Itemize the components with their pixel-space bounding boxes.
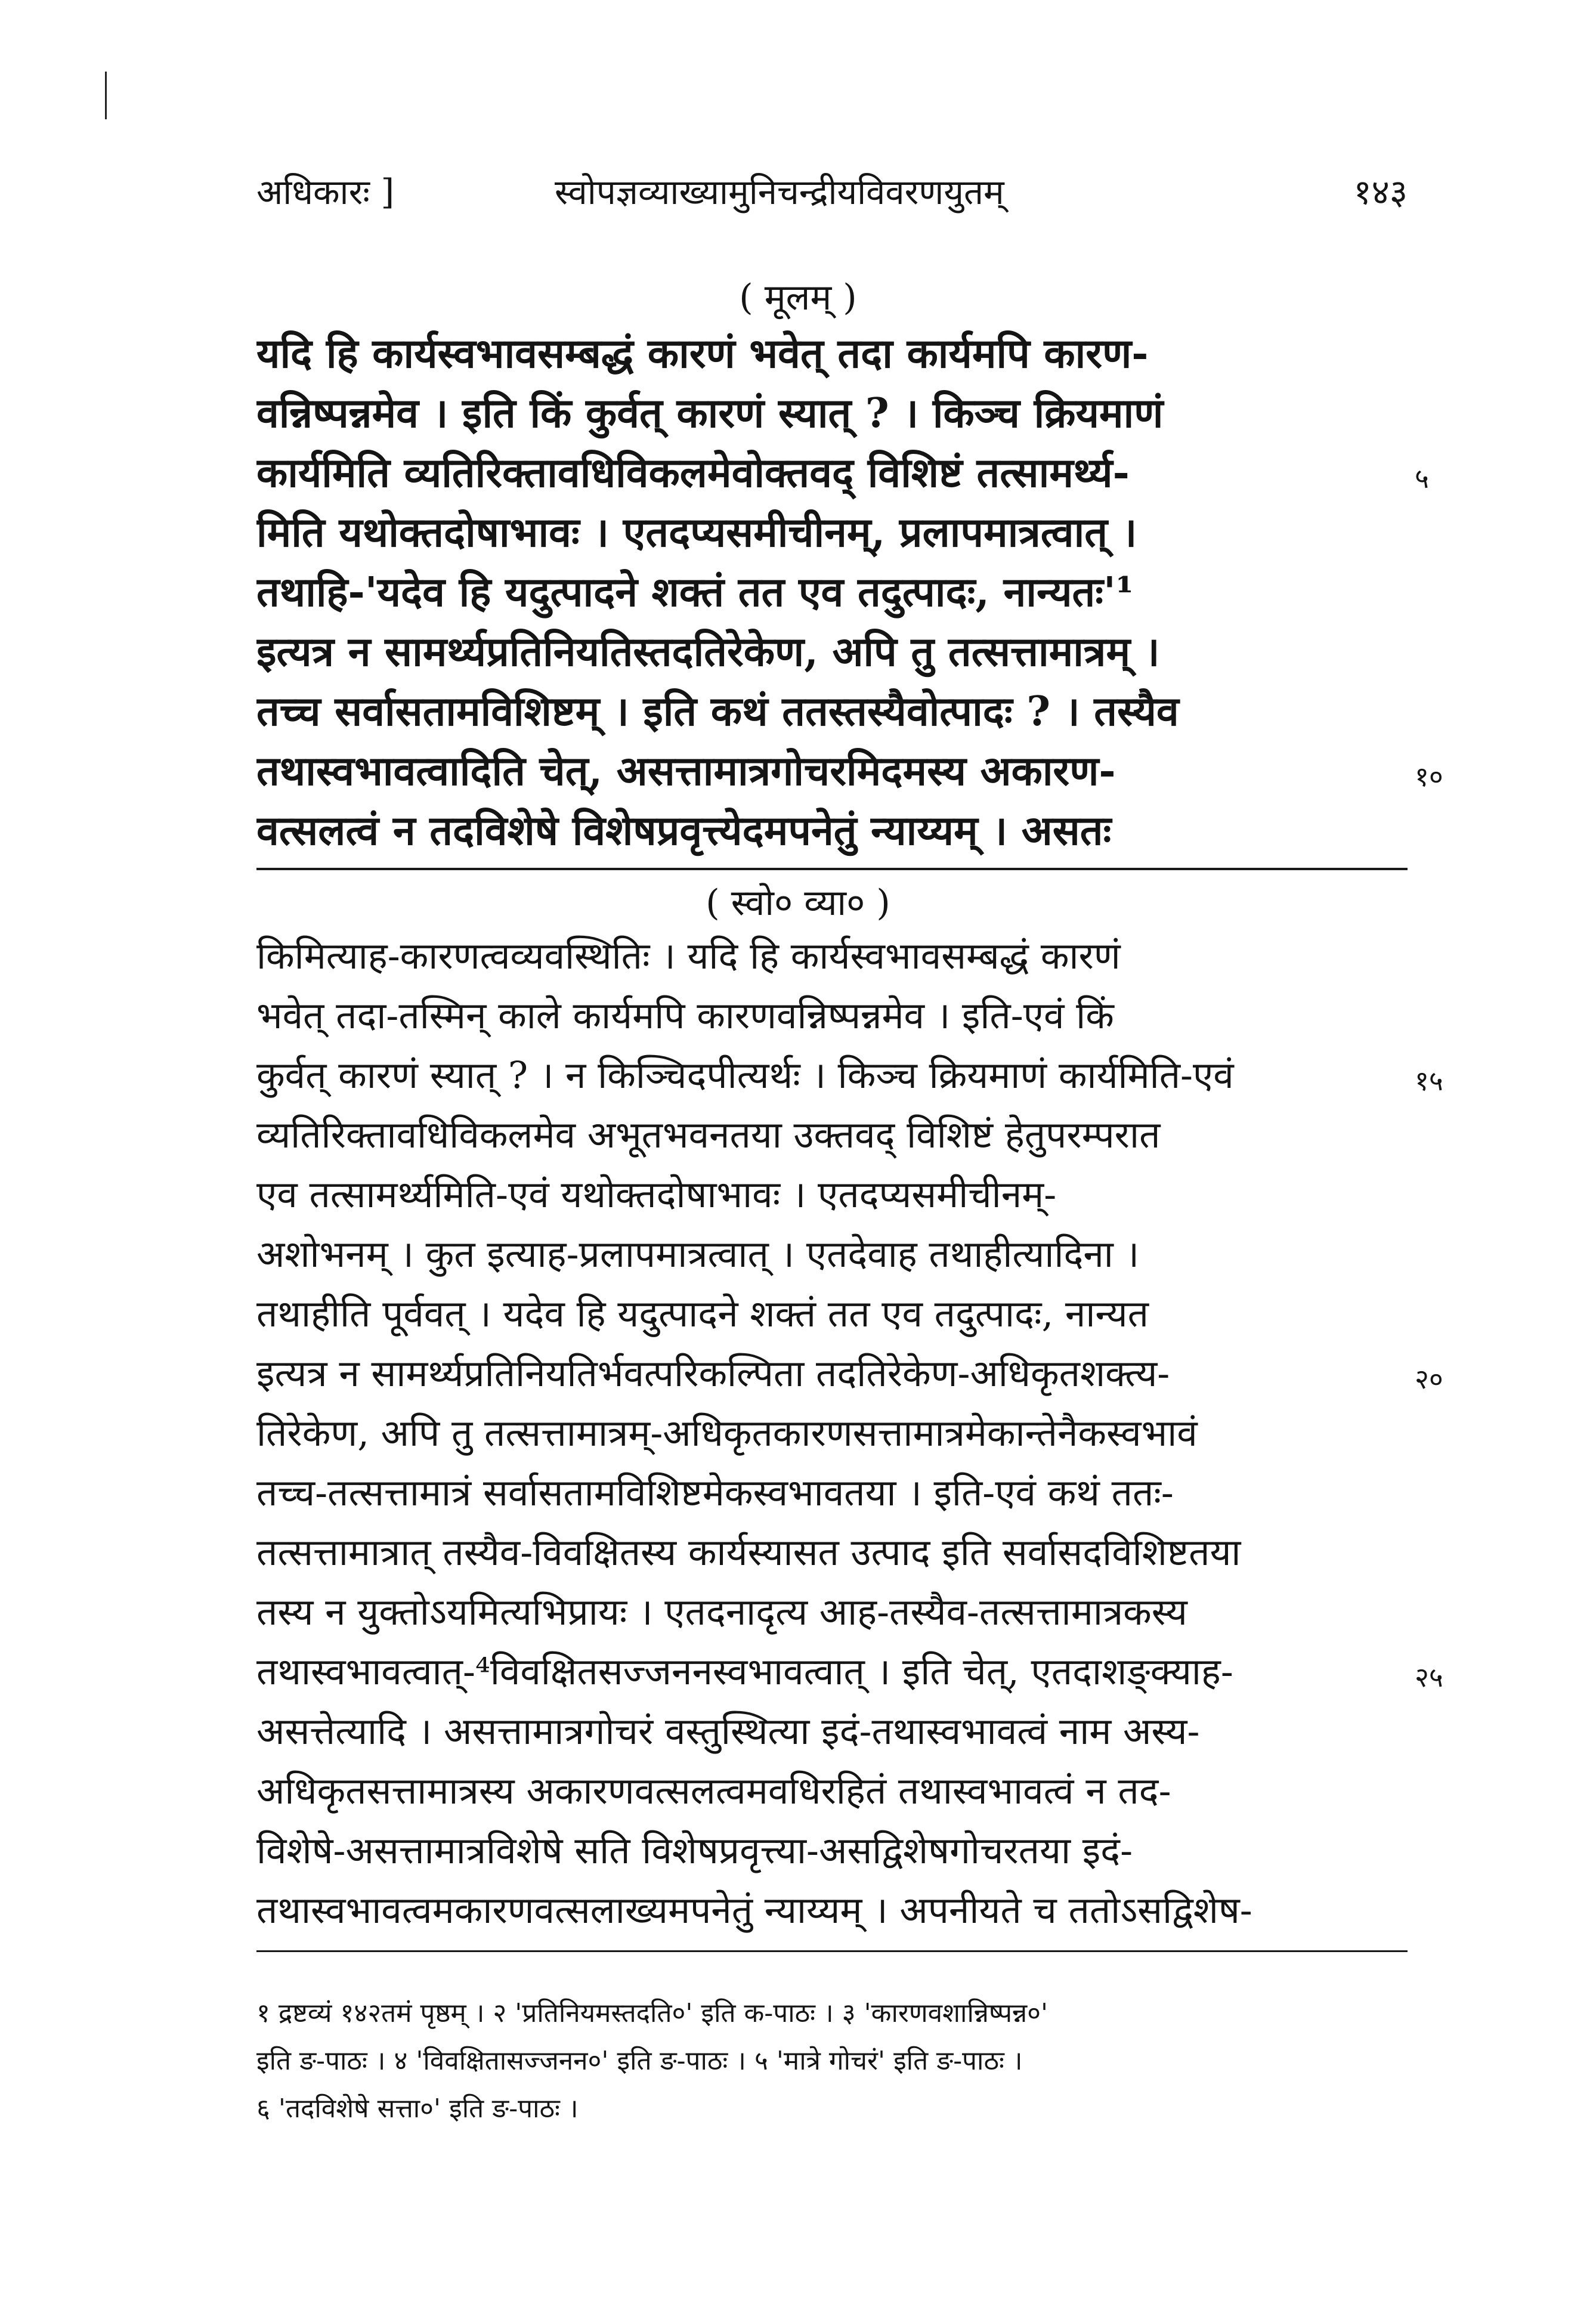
line-number: १०: [1415, 760, 1443, 793]
commentary-line: तिरेकेण, अपि तु तत्सत्तामात्रम्-अधिकृतकारणसत्तामात्रमेकान्तेनैकस्वभावं: [256, 1411, 1198, 1455]
footnote-line: ६ 'तदविशेषे सत्ता०' इति ङ-पाठः ।: [256, 2093, 579, 2124]
commentary-line: तत्सत्तामात्रात् तस्यैव-विवक्षितस्य कार्यस्यासत उत्पाद इति सर्वासदविशिष्टतया: [256, 1530, 1241, 1574]
mool-line: तथास्वभावत्वादिति चेत्, असत्तामात्रगोचरमिदमस्य अकारण-: [256, 747, 1116, 795]
mool-line: इत्यत्र न सामर्थ्यप्रतिनियतिस्तदतिरेकेण, अपि तु तत्सत्तामात्रम् ।: [256, 628, 1160, 676]
header-title: स्वोपज्ञव्याख्यामुनिचन्द्रीयविवरणयुतम्: [555, 172, 1004, 212]
commentary-line: किमित्याह-कारणत्वव्यवस्थितिः । यदि हि कार्यस्वभावसम्बद्धं कारणं: [256, 934, 1121, 978]
line-number: ५: [1415, 462, 1429, 494]
running-header: [256, 167, 1408, 227]
commentary-line: विशेषे-असत्तामात्रविशेषे सति विशेषप्रवृत्त्या-असद्विशेषगोचरतया इदं-: [256, 1829, 1133, 1872]
mool-line: वत्सलत्वं न तदविशेषे विशेषप्रवृत्त्येदमपनेतुं न्याय्यम् । असतः: [256, 807, 1112, 855]
commentary-line: इत्यत्र न सामर्थ्यप्रतिनियतिर्भवत्परिकल्पिता तदतिरेकेण-अधिकृतशक्त्य-: [256, 1351, 1170, 1395]
commentary-line: तथाहीति पूर्ववत् । यदेव हि यदुत्पादने शक्तं तत एव तदुत्पादः, नान्यत: [256, 1292, 1149, 1335]
mool-line: मिति यथोक्तदोषाभावः । एतदप्यसमीचीनम्, प्रलापमात्रत्वात् ।: [256, 509, 1137, 556]
commentary-label: ( स्वो० व्या० ): [706, 882, 890, 924]
mool-label: ( मूलम् ): [739, 277, 857, 318]
page-number: १४३: [1353, 172, 1408, 212]
commentary-line: तच्च-तत्सत्तामात्रं सर्वासतामविशिष्टमेकस्वभावतया । इति-एवं कथं ततः-: [256, 1471, 1174, 1514]
commentary-line: एव तत्सामर्थ्यमिति-एवं यथोक्तदोषाभावः । एतदप्यसमीचीनम्-: [256, 1173, 1057, 1216]
commentary-line: व्यतिरिक्तावधिविकलमेव अभूतभवनतया उक्तवद् विशिष्टं हेतुपरम्परात: [256, 1113, 1161, 1156]
commentary-line: तथास्वभावत्वमकारणवत्सलाख्यमपनेतुं न्याय्यम् । अपनीयते च ततोऽसद्विशेष-: [256, 1888, 1252, 1932]
line-number: २५: [1415, 1661, 1443, 1693]
mool-line: वन्निष्पन्नमेव । इति किं कुर्वत् कारणं स्यात् ? । किञ्च क्रियमाणं: [256, 389, 1164, 437]
mool-line: यदि हि कार्यस्वभावसम्बद्धं कारणं भवेत् तदा कार्यमपि कारण-: [256, 330, 1149, 378]
footnote-divider: [256, 1950, 1408, 1952]
commentary-line: अधिकृतसत्तामात्रस्य अकारणवत्सलत्वमवधिरहितं तथास्वभावत्वं न तद-: [256, 1769, 1171, 1813]
mool-line: कार्यमिति व्यतिरिक्तावधिविकलमेवोक्तवद् विशिष्टं तत्सामर्थ्य-: [256, 449, 1130, 497]
commentary-line: अशोभनम् । कुत इत्याह-प्रलापमात्रत्वात् । एतदेवाह तथाहीत्यादिना ।: [256, 1232, 1140, 1276]
mool-line: तच्च सर्वासतामविशिष्टम् । इति कथं ततस्तस्यैवोत्पादः ? । तस्यैव: [256, 688, 1179, 735]
footnote-line: १ द्रष्टव्यं १४२तमं पृष्ठम् । २ 'प्रतिनियमस्तदति०' इति क-पाठः । ३ 'कारणवशान्निष्पन्न०': [256, 1998, 1048, 2028]
commentary-line: भवेत् तदा-तस्मिन् काले कार्यमपि कारणवन्निष्पन्नमेव । इति-एवं किं: [256, 994, 1114, 1037]
commentary-line: कुर्वत् कारणं स्यात् ? । न किञ्चिदपीत्यर्थः । किञ्च क्रियमाणं कार्यमिति-एवं: [256, 1053, 1234, 1097]
section-divider: [256, 868, 1408, 870]
commentary-line: तस्य न युक्तोऽयमित्यभिप्रायः । एतदनादृत्य आह-तस्यैव-तत्सत्तामात्रकस्य: [256, 1590, 1187, 1634]
margin-mark: [105, 72, 107, 119]
line-number: १५: [1415, 1065, 1443, 1097]
header-section: अधिकारः ]: [256, 172, 395, 212]
commentary-line: तथास्वभावत्वात्-⁴विवक्षितसज्जननस्वभावत्वात् । इति चेत्, एतदाशङ्क्याह-: [256, 1650, 1233, 1693]
footnote-line: इति ङ-पाठः । ४ 'विवक्षितासज्जनन०' इति ङ-पाठः । ५ 'मात्रे गोचरं' इति ङ-पाठः ।: [256, 2046, 1023, 2076]
mool-line: तथाहि-'यदेव हि यदुत्पादने शक्तं तत एव तदुत्पादः, नान्यतः'¹: [256, 568, 1134, 616]
commentary-line: असत्तेत्यादि । असत्तामात्रगोचरं वस्तुस्थित्या इदं-तथास्वभावत्वं नाम अस्य-: [256, 1709, 1200, 1753]
line-number: २०: [1415, 1363, 1443, 1395]
